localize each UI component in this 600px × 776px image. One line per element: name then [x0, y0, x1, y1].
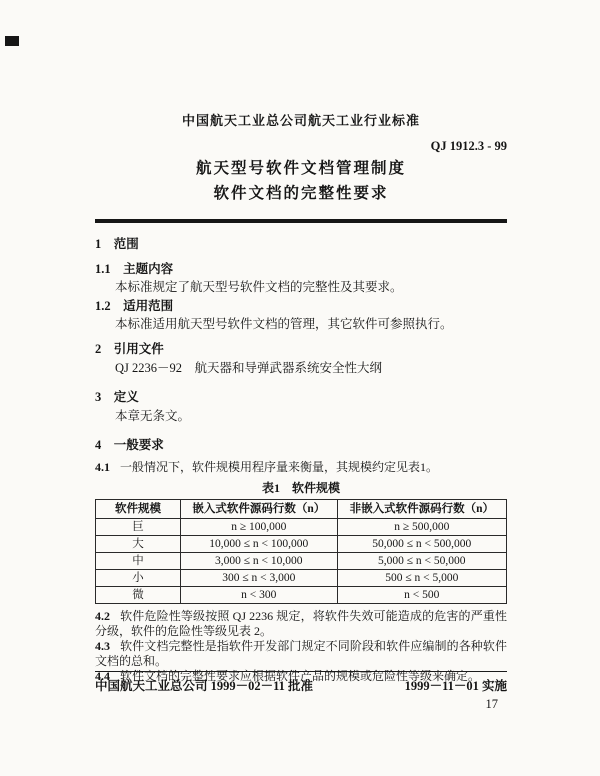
- standard-number: QJ 1912.3 - 99: [430, 139, 507, 153]
- document-content: [95, 113, 507, 684]
- section-3-heading: 3 定义: [95, 390, 139, 404]
- section-1-1-heading: 1.1 主题内容: [95, 262, 174, 276]
- table-row: [96, 587, 507, 604]
- clause-4-2-number: 4.2: [95, 609, 110, 623]
- table-cell-non-embedded: n < 500: [337, 587, 506, 604]
- clause-4-2: [95, 609, 507, 639]
- document-title-line2: 软件文档的完整性要求: [213, 185, 389, 202]
- table1-header-size: 软件规模: [96, 500, 181, 519]
- table-cell-size: 中: [96, 553, 181, 570]
- table-cell-non-embedded: 50,000 ≤ n < 500,000: [337, 536, 506, 553]
- clause-4-4-number: 4.4: [95, 669, 110, 683]
- standard-org-line: 中国航天工业总公司航天工业行业标准: [181, 113, 420, 128]
- section-1-2-heading: 1.2 适用范围: [95, 299, 174, 313]
- title-divider-rule: [95, 219, 507, 223]
- section-4-heading: 4 一般要求: [95, 438, 164, 452]
- table-cell-embedded: 10,000 ≤ n < 100,000: [181, 536, 338, 553]
- table-cell-non-embedded: n ≥ 500,000: [337, 519, 506, 536]
- clause-4-1-text: 一般情况下，软件规模用程序量来衡量，其规模约定见表1。: [120, 460, 439, 474]
- clause-4-1-number: 4.1: [95, 460, 110, 474]
- table-cell-embedded: n < 300: [181, 587, 338, 604]
- clause-4-3: [95, 639, 507, 669]
- section-1-1-text: 本标准规定了航天型号软件文档的完整性及其要求。: [115, 280, 403, 294]
- table-cell-embedded: 3,000 ≤ n < 10,000: [181, 553, 338, 570]
- table-cell-non-embedded: 500 ≤ n < 5,000: [337, 570, 506, 587]
- table-cell-size: 大: [96, 536, 181, 553]
- section-2-heading: 2 引用文件: [95, 342, 164, 356]
- scan-artifact-mark: [5, 36, 19, 46]
- clause-4-3-number: 4.3: [95, 639, 110, 653]
- table-row: [96, 536, 507, 553]
- section-1-2-text: 本标准适用航天型号软件文档的管理，其它软件可参照执行。: [115, 317, 453, 331]
- table1-caption: 表1 软件规模: [261, 481, 340, 495]
- footer-implementation-text: 1999－11－01 实施: [404, 679, 507, 693]
- clause-4-3-text: 软件文档完整性是指软件开发部门规定不同阶段和软件应编制的各种软件文档的总和。: [95, 639, 507, 668]
- table-cell-size: 小: [96, 570, 181, 587]
- table-row: [96, 570, 507, 587]
- section-2-text: QJ 2236－92 航天器和导弹武器系统安全性大纲: [115, 361, 383, 375]
- clause-4-2-text: 软件危险性等级按照 QJ 2236 规定，将软件失效可能造成的危害的严重性分级，软件的危险性等级见表 2。: [95, 609, 507, 638]
- footer-approval-text: 中国航天工业总公司 1999－02－11 批准: [95, 679, 314, 693]
- table-row: [96, 519, 507, 536]
- clause-4-1: [95, 460, 507, 475]
- page-number: 17: [485, 697, 498, 711]
- table-cell-embedded: n ≥ 100,000: [181, 519, 338, 536]
- table-cell-size: 微: [96, 587, 181, 604]
- clause-4-4-text: 软件文档的完整性要求应根据软件产品的规模或危险性等级来确定。: [120, 669, 481, 683]
- section-3-text: 本章无条文。: [115, 409, 191, 423]
- table1-header-embedded: 嵌入式软件源码行数（n）: [181, 500, 338, 519]
- table-cell-embedded: 300 ≤ n < 3,000: [181, 570, 338, 587]
- table-row: [96, 553, 507, 570]
- table1-header-non-embedded: 非嵌入式软件源码行数（n）: [337, 500, 506, 519]
- document-footer: [95, 671, 507, 694]
- software-scale-table: [95, 499, 507, 604]
- table-header-row: [96, 500, 507, 519]
- section-1-heading: 1 范围: [95, 237, 139, 251]
- document-title-line1: 航天型号软件文档管理制度: [195, 160, 406, 177]
- table-cell-size: 巨: [96, 519, 181, 536]
- table-cell-non-embedded: 5,000 ≤ n < 50,000: [337, 553, 506, 570]
